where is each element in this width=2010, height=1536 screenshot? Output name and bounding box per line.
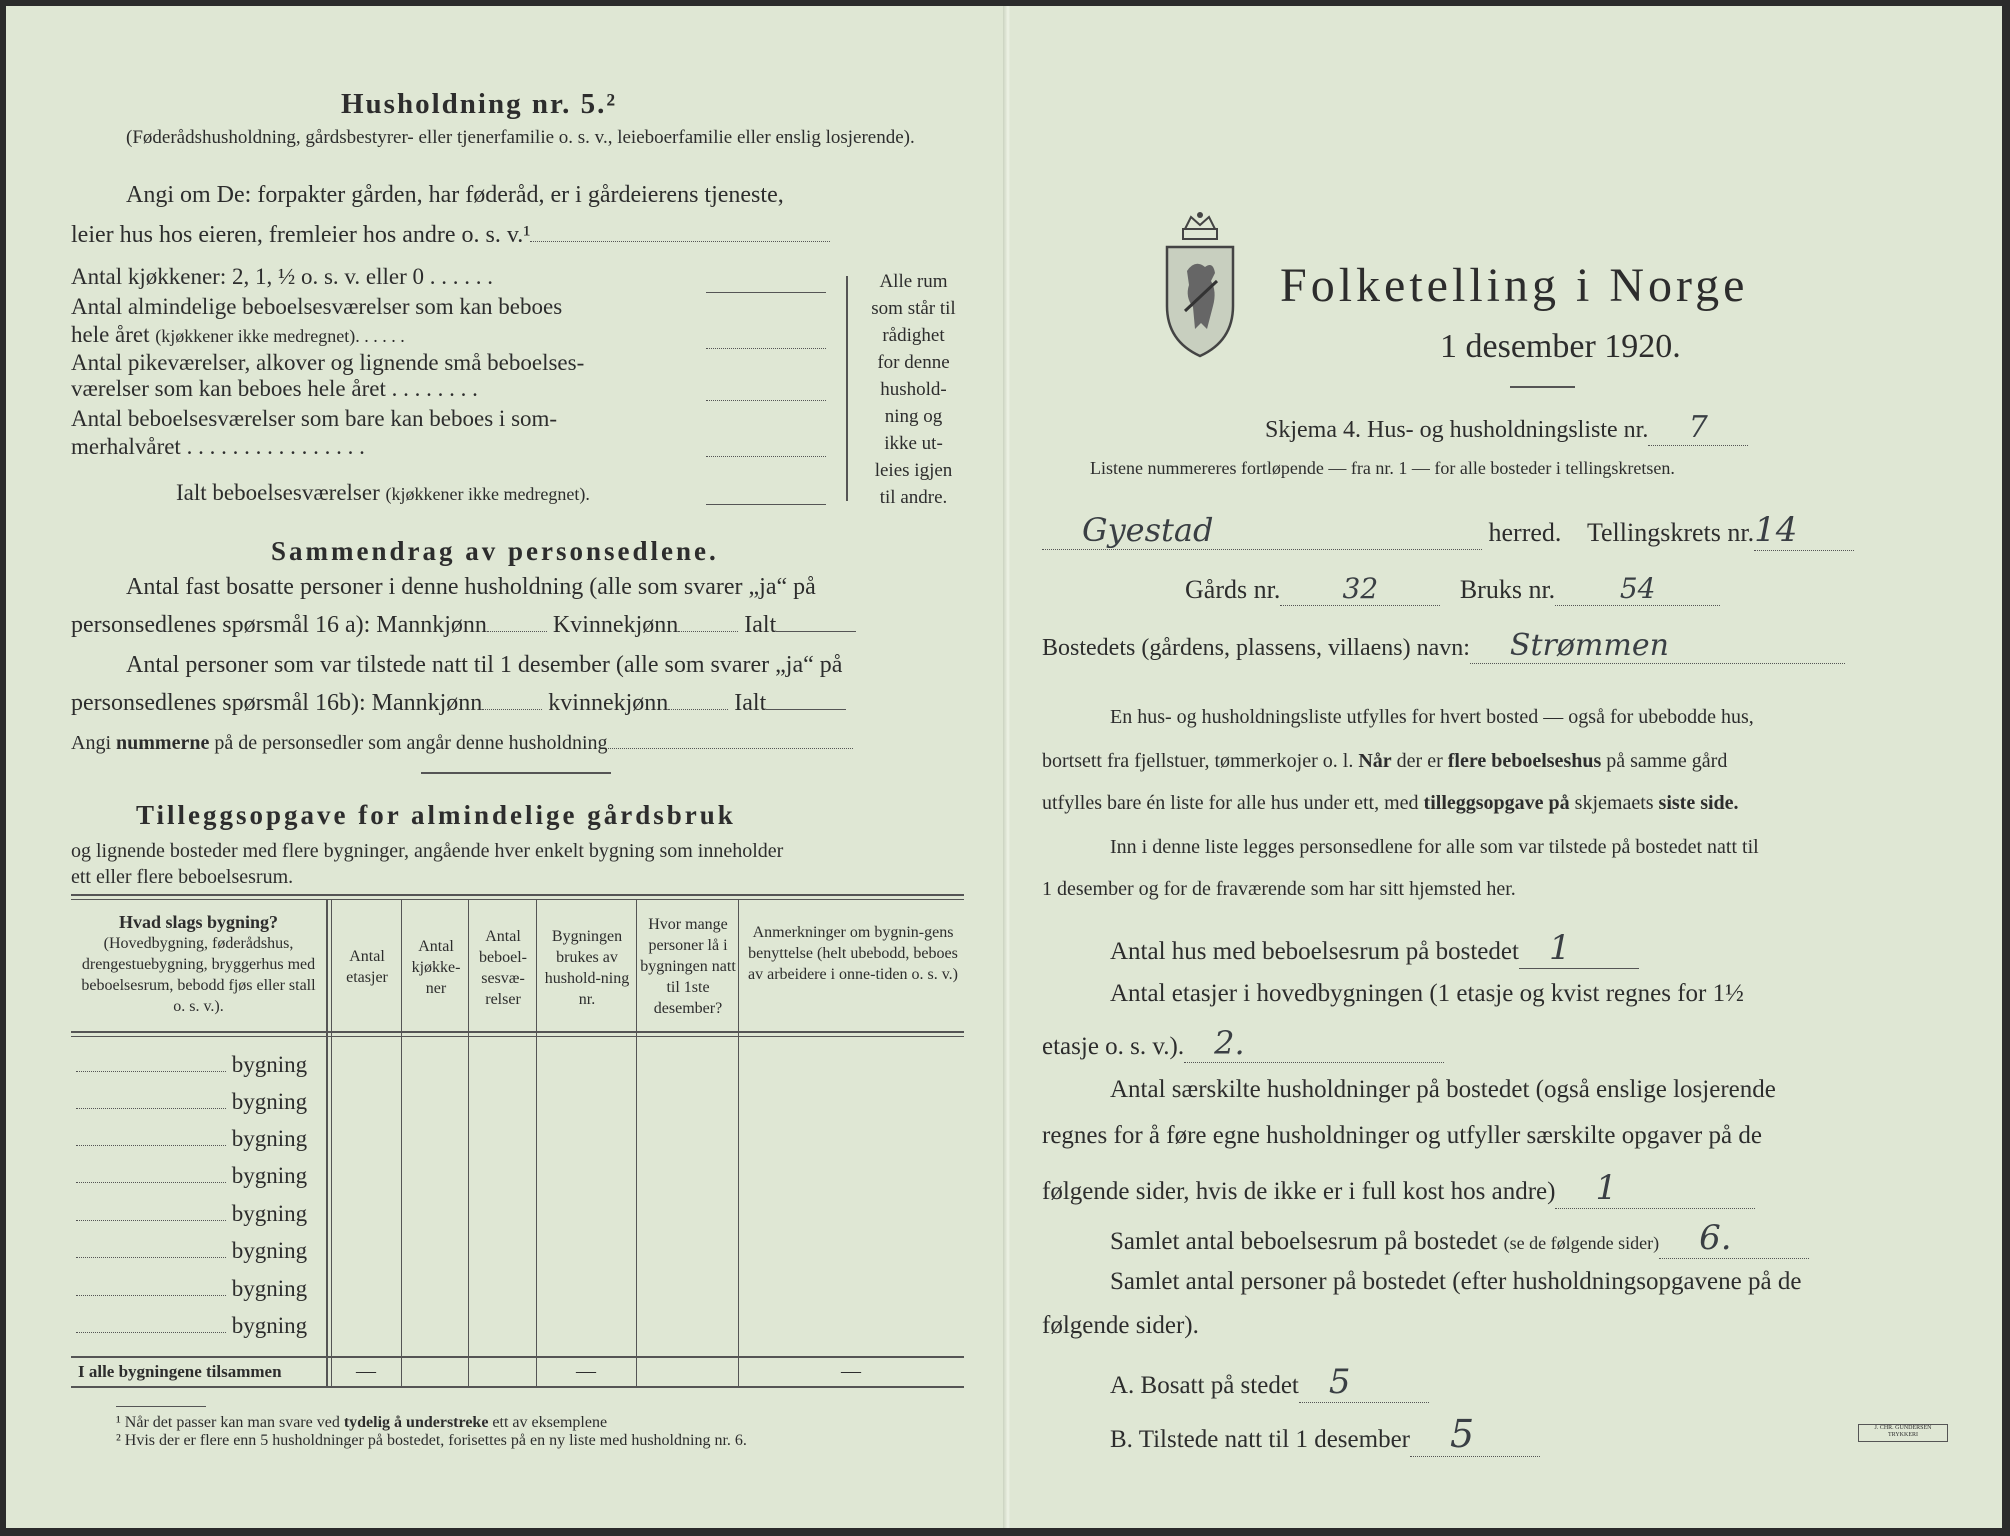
instruction-line1: Angi om De: forpakter gården, har føderåd, er i gårdeierens tjeneste, bbox=[126, 182, 784, 208]
printer-stamp: J. CHR. GUNDERSEN TRYKKERI bbox=[1858, 1424, 1948, 1442]
maid-rooms-line1: Antal pikeværelser, alkover og lignende små beboelses- bbox=[71, 350, 585, 375]
summary-p1-line1: Antal fast bosatte personer i denne husholdning (alle som svarer „ja“ på bbox=[126, 574, 816, 600]
floors-value: 2. bbox=[1214, 1024, 1245, 1062]
gards-value: 32 bbox=[1342, 572, 1379, 605]
present-line: B. Tilstede natt til 1 desember 5 bbox=[1110, 1412, 1540, 1457]
list-number-value: 7 bbox=[1688, 410, 1708, 445]
table-row: bygning bbox=[76, 1052, 307, 1078]
info-p1-line3: utfylles bare én liste for alle hus under ett, med tilleggsopgave på skjemaets siste side. bbox=[1042, 792, 1739, 814]
numbering-note: Listene nummereres fortløpende — fra nr. 1 — for alle bosteder i tellingskretsen. bbox=[1090, 458, 1675, 478]
table-row: bygning bbox=[76, 1313, 307, 1339]
household-title: Husholdning nr. 5.² bbox=[341, 88, 618, 120]
resident-value: 5 bbox=[1328, 1362, 1351, 1402]
table-row: bygning bbox=[76, 1276, 307, 1302]
persons-line2: følgende sider). bbox=[1042, 1312, 1199, 1339]
col-kitchens-header: Antal kjøkke-ner bbox=[411, 938, 461, 997]
census-date: 1 desember 1920. bbox=[1440, 328, 1681, 365]
households-line1: Antal særskilte husholdninger på bostedet (også enslige losjerende bbox=[1110, 1076, 1776, 1103]
bruks-value: 54 bbox=[1619, 572, 1656, 605]
summary-title: Sammendrag av personsedlene. bbox=[271, 536, 719, 566]
info-p1-line2: bortsett fra fjellstuer, tømmerkojer o. l. Når der er flere beboelseshus på samme gård bbox=[1042, 750, 1728, 772]
houses-value: 1 bbox=[1548, 928, 1571, 968]
summer-rooms-line2: merhalvåret . . . . . . . . . . . . . . . . bbox=[71, 434, 365, 459]
bosted-value: Strømmen bbox=[1509, 628, 1669, 663]
table-row: bygning bbox=[76, 1201, 307, 1227]
instruction-line2: leier hus hos eieren, fremleier hos andre o. s. v.¹ bbox=[71, 222, 830, 249]
summer-rooms-line1: Antal beboelsesværelser som bare kan beboes i som- bbox=[71, 406, 558, 431]
total-dash-remarks: — bbox=[841, 1360, 861, 1382]
ordinary-rooms-line1: Antal almindelige beboelsesværelser som kan beboes bbox=[71, 294, 563, 319]
right-page bbox=[1010, 6, 2002, 1528]
resident-line: A. Bosatt på stedet 5 bbox=[1110, 1362, 1429, 1403]
summary-p1-line2: personsedlenes spørsmål 16 a): Mannkjønn Kvinnekjønn Ialt bbox=[71, 612, 856, 639]
col-remarks-header: Anmerkninger om bygnin-gens benyttelse (helt ubebodd, beboes av arbeidere i onne-tiden o. s. v.) bbox=[748, 924, 958, 983]
gards-bruks-line: Gårds nr. 32 Bruks nr. 54 bbox=[1185, 572, 1720, 606]
census-title: Folketelling i Norge bbox=[1280, 259, 1749, 312]
rooms-value: 6. bbox=[1699, 1218, 1732, 1258]
info-p2-line2: 1 desember og for de fraværende som har sitt hjemsted her. bbox=[1042, 878, 1516, 900]
tellingskrets-value: 14 bbox=[1754, 510, 1798, 550]
total-dash-floors: — bbox=[356, 1360, 376, 1382]
footnote-1: ¹ Når det passer kan man svare ved tydelig å understreke ett av eksemplene bbox=[116, 1414, 608, 1431]
col-persons-header: Hvor mange personer lå i bygningen natt til 1ste desember? bbox=[640, 916, 736, 1017]
ordinary-rooms-line2: hele året (kjøkkener ikke medregnet). . . . . . bbox=[71, 322, 405, 347]
footnote-2: ² Hvis der er flere enn 5 husholdninger på bostedet, forisettes på en ny liste med husholdning nr. 6. bbox=[116, 1432, 747, 1449]
total-dash-household: — bbox=[576, 1360, 596, 1382]
schema-line: Skjema 4. Hus- og husholdningsliste nr. 7 bbox=[1265, 410, 1748, 446]
col-rooms-header: Antal beboel-sesvæ-relser bbox=[479, 928, 527, 1008]
side-note: Alle rum som står til rådighet for denne hushold- ning og ikke ut- leies igjen til andre. bbox=[871, 271, 956, 508]
household-note: (Føderådshusholdning, gårdsbestyrer- eller tjenerfamilie o. s. v., leieboerfamilie eller enslig losjerende). bbox=[126, 127, 915, 148]
households-line3: følgende sider, hvis de ikke er i full kost hos andre) 1 bbox=[1042, 1168, 1755, 1209]
col-building-type-header: Hvad slags bygning? (Hovedbygning, føderådshus, drengestuebygning, bryggerhus med beboelsesrum, bebodd fjøs eller stall o. s. v.). bbox=[81, 912, 316, 1015]
farm-title: Tilleggsopgave for almindelige gårdsbruk bbox=[136, 800, 736, 830]
summary-p2-line2: personsedlenes spørsmål 16b): Mannkjønn kvinnekjønn Ialt bbox=[71, 690, 846, 717]
households-value: 1 bbox=[1595, 1168, 1618, 1208]
norway-coat-of-arms-icon bbox=[1155, 211, 1245, 366]
info-p1-line1: En hus- og husholdningsliste utfylles for hvert bosted — også for ubebodde hus, bbox=[1110, 706, 1754, 728]
floors-line1: Antal etasjer i hovedbygningen (1 etasje og kvist regnes for 1½ bbox=[1110, 980, 1744, 1007]
persons-line1: Samlet antal personer på bostedet (efter husholdningsopgavene på de bbox=[1110, 1268, 1802, 1295]
col-household-header: Bygningen brukes av hushold-ning nr. bbox=[544, 928, 630, 1008]
left-page bbox=[6, 6, 1006, 1528]
table-total-row-label: I alle bygningene tilsammen bbox=[78, 1362, 282, 1381]
herred-line: Gyestad herred. Tellingskrets nr.14 bbox=[1042, 510, 1854, 551]
bosted-line: Bostedets (gårdens, plassens, villaens) navn: Strømmen bbox=[1042, 628, 1845, 664]
table-row: bygning bbox=[76, 1238, 307, 1264]
herred-value: Gyestad bbox=[1082, 511, 1214, 549]
table-row: bygning bbox=[76, 1163, 307, 1189]
present-value: 5 bbox=[1450, 1412, 1475, 1456]
households-line2: regnes for å føre egne husholdninger og utfyller særskilte opgaver på de bbox=[1042, 1122, 1762, 1149]
table-row: bygning bbox=[76, 1089, 307, 1115]
col-floors-header: Antal etasjer bbox=[346, 948, 388, 986]
info-p2-line1: Inn i denne liste legges personsedlene for alle som var tilstede på bostedet natt til bbox=[1110, 836, 1759, 858]
total-rooms-line: Ialt beboelsesværelser (kjøkkener ikke medregnet). bbox=[176, 480, 590, 505]
farm-sub-line1: og lignende bosteder med flere bygninger, angående hver enkelt bygning som inneholder bbox=[71, 840, 784, 862]
summary-p2-line1: Antal personer som var tilstede natt til 1 desember (alle som svarer „ja“ på bbox=[126, 652, 843, 678]
maid-rooms-line2: værelser som kan beboes hele året . . . . . . . . bbox=[71, 376, 478, 401]
floors-line2: etasje o. s. v.). 2. bbox=[1042, 1024, 1444, 1063]
kitchens-line: Antal kjøkkener: 2, 1, ½ o. s. v. eller 0 . . . . . . bbox=[71, 264, 494, 289]
farm-sub-line2: ett eller flere beboelsesrum. bbox=[71, 866, 294, 888]
houses-line: Antal hus med beboelsesrum på bostedet 1 bbox=[1110, 928, 1639, 969]
numbers-line: Angi nummerne på de personsedler som angår denne husholdning bbox=[71, 732, 853, 755]
table-row: bygning bbox=[76, 1126, 307, 1152]
rooms-line: Samlet antal beboelsesrum på bostedet (se de følgende sider) 6. bbox=[1110, 1218, 1809, 1259]
